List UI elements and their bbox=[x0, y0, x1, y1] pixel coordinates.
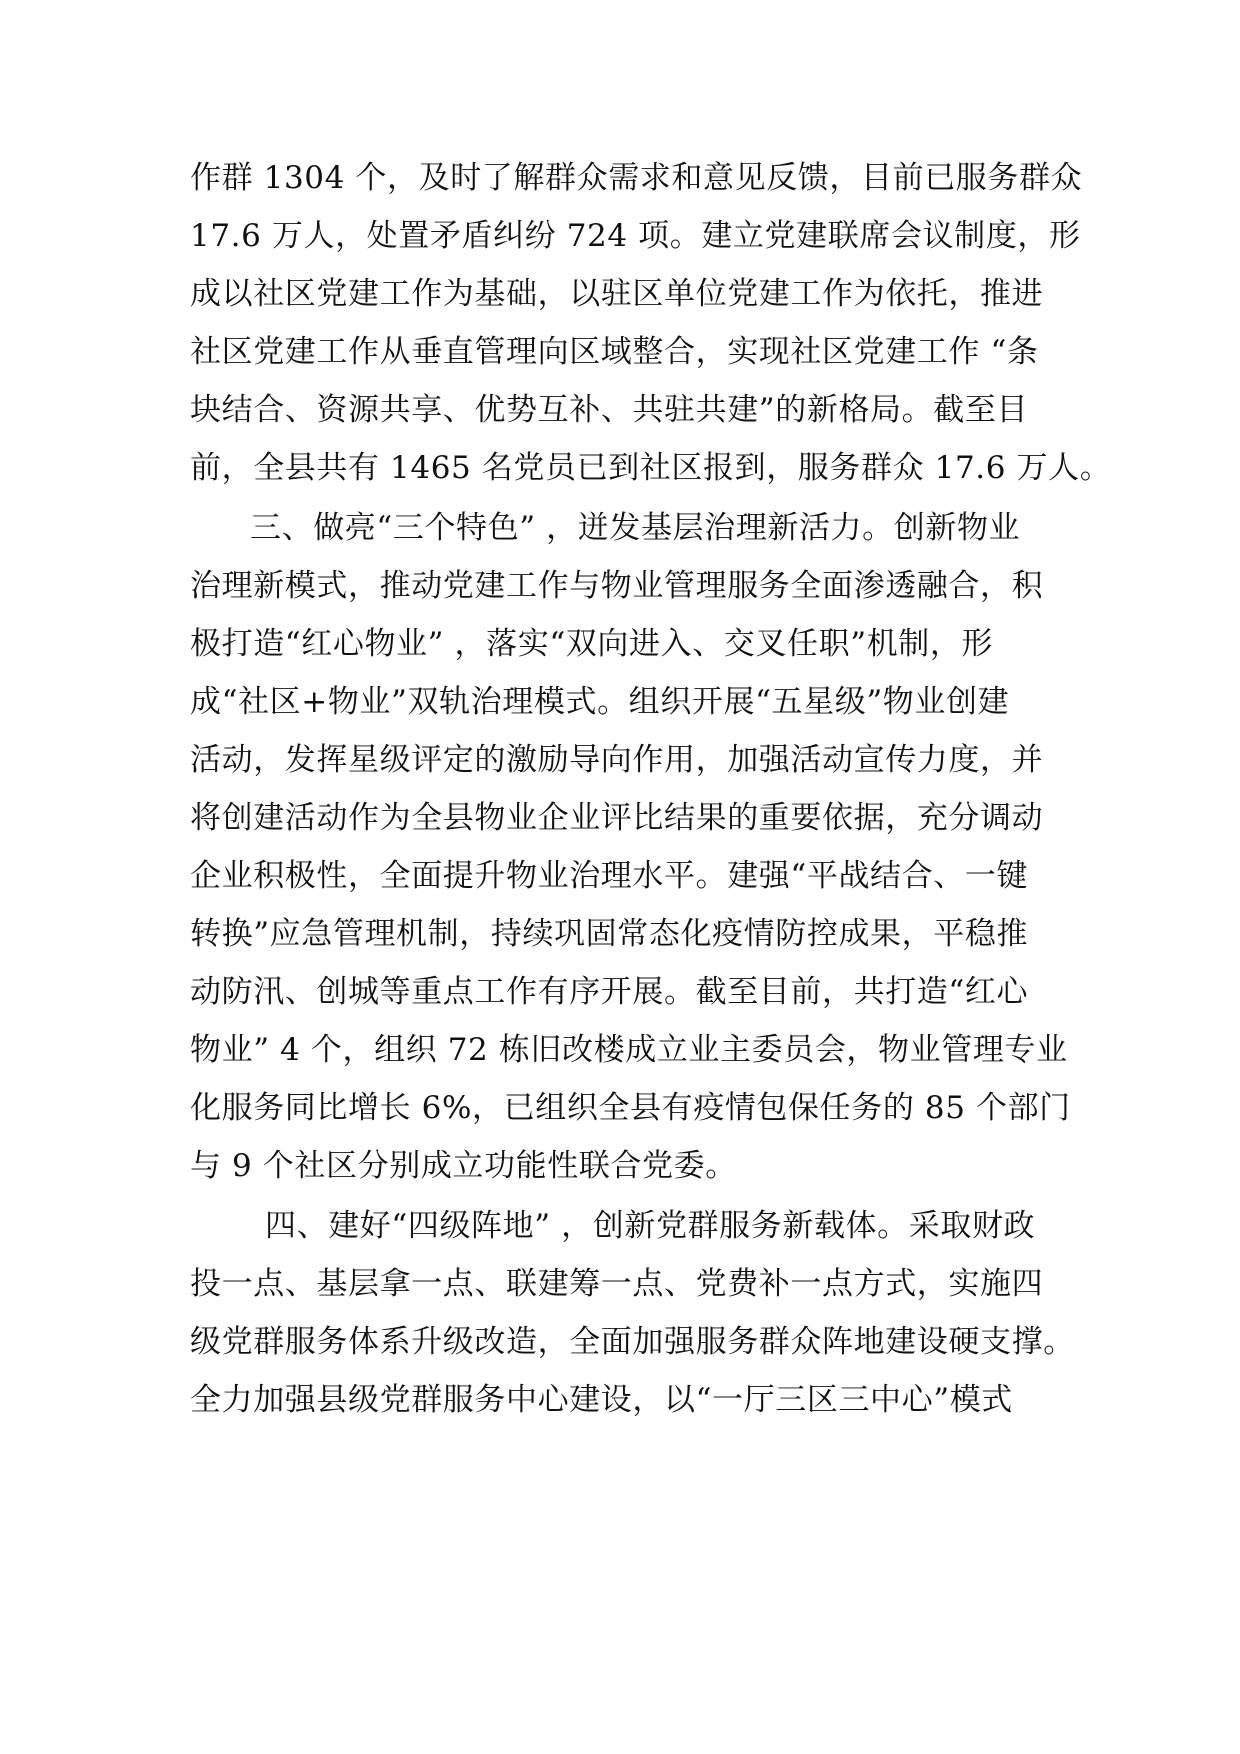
paragraph-4-heading-line: 四、建好“四级阵地” ，创新党群服务新载体。采取财政 bbox=[265, 1208, 1036, 1244]
text-line-8: 治理新模式，推动党建工作与物业管理服务全面渗透融合，积 bbox=[190, 568, 1044, 604]
text-line-3: 成以社区党建工作为基础，以驻区单位党建工作为依托，推进 bbox=[190, 276, 1044, 312]
text-line-1: 作群 1304 个，及时了解群众需求和意见反馈，目前已服务群众 bbox=[190, 160, 1083, 196]
text-line-14: 转换”应急管理机制，持续巩固常态化疫情防控成果，平稳推 bbox=[190, 916, 1029, 952]
text-line-6: 前，全县共有 1465 名党员已到社区报到，服务群众 17.6 万人。 bbox=[190, 450, 1112, 486]
text-line-15: 动防汛、创城等重点工作有序开展。截至目前，共打造“红心 bbox=[190, 974, 1029, 1010]
text-line-22: 全力加强县级党群服务中心建设，以“一厅三区三中心”模式 bbox=[190, 1382, 1013, 1418]
text-line-17: 化服务同比增长 6%，已组织全县有疫情包保任务的 85 个部门 bbox=[190, 1090, 1071, 1126]
text-line-9: 极打造“红心物业” ，落实“双向进入、交叉任职”机制，形 bbox=[190, 626, 994, 662]
text-line-18: 与 9 个社区分别成立功能性联合党委。 bbox=[190, 1148, 737, 1184]
text-line-5: 块结合、资源共享、优势互补、共驻共建”的新格局。截至目 bbox=[190, 392, 1029, 428]
text-line-20: 投一点、基层拿一点、联建筹一点、党费补一点方式，实施四 bbox=[190, 1266, 1044, 1302]
text-line-2: 17.6 万人，处置矛盾纠纷 724 项。建立党建联席会议制度，形 bbox=[190, 218, 1081, 254]
text-line-4: 社区党建工作从垂直管理向区域整合，实现社区党建工作 “条 bbox=[190, 334, 1039, 370]
text-line-12: 将创建活动作为全县物业企业评比结果的重要依据，充分调动 bbox=[190, 800, 1044, 836]
text-line-13: 企业积极性，全面提升物业治理水平。建强“平战结合、一键 bbox=[190, 858, 1029, 894]
text-line-10: 成“社区+物业”双轨治理模式。组织开展“五星级”物业创建 bbox=[190, 684, 1010, 720]
paragraph-3-heading-line: 三、做亮“三个特色” ，迸发基层治理新活力。创新物业 bbox=[250, 510, 1021, 546]
text-line-21: 级党群服务体系升级改造，全面加强服务群众阵地建设硬支撑。 bbox=[190, 1324, 1075, 1360]
text-line-16: 物业” 4 个，组织 72 栋旧改楼成立业主委员会，物业管理专业 bbox=[190, 1032, 1068, 1068]
text-line-11: 活动，发挥星级评定的激励导向作用，加强活动宣传力度，并 bbox=[190, 742, 1044, 778]
